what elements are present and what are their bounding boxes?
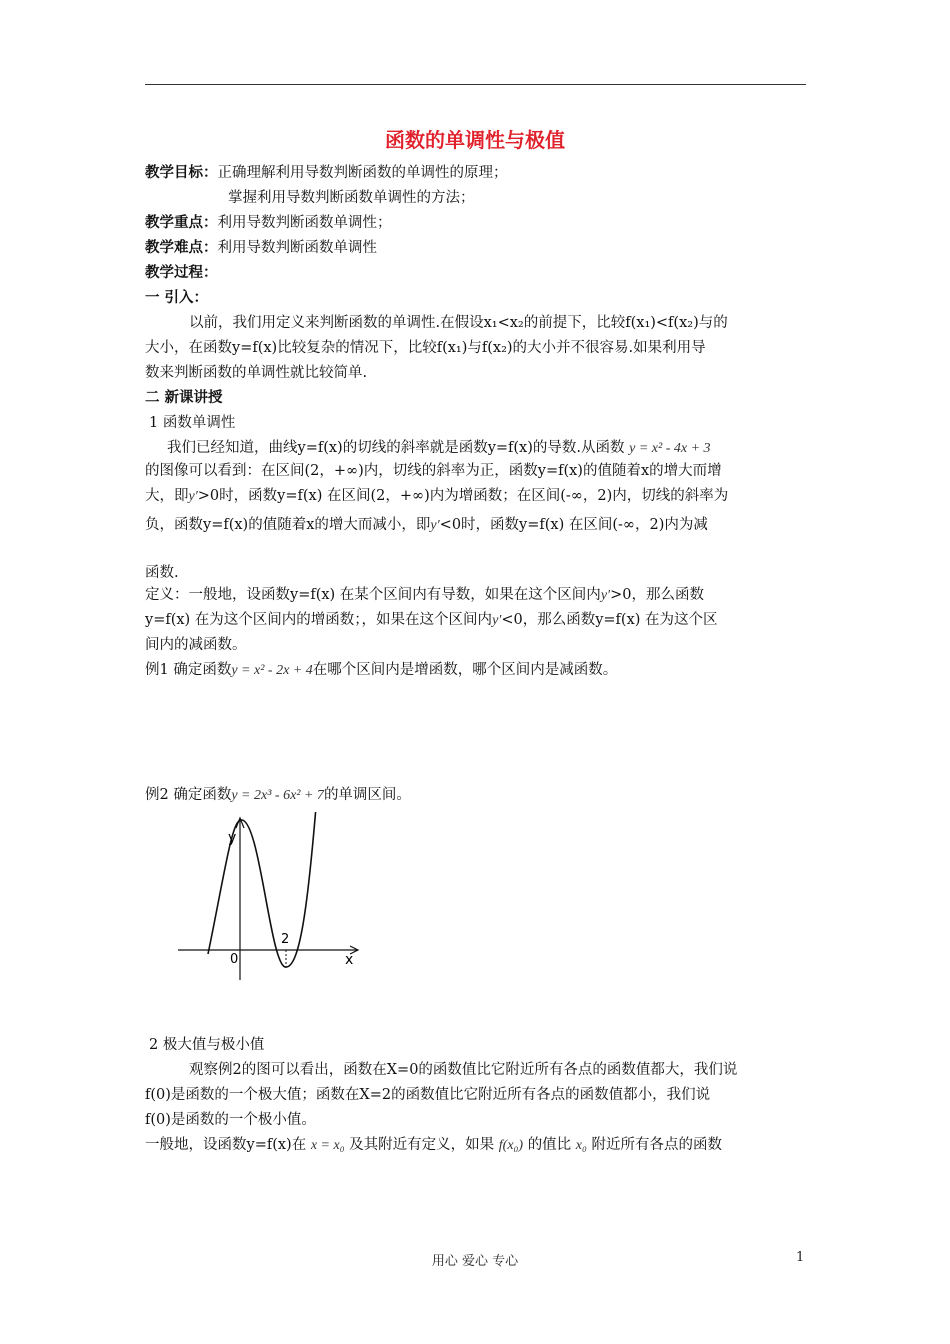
para1-line-1 <box>167 438 711 459</box>
y-prime-symbol: y′ <box>188 489 198 504</box>
para1-line-5: 函数. <box>145 565 179 581</box>
p3-b: 及其附近有定义，如果 <box>349 1137 495 1153</box>
x-axis-label: x <box>345 952 354 968</box>
def-l2-b: <0，那么函数y=f(x) 在为这个区 <box>501 612 718 628</box>
para1-line-3 <box>145 486 728 507</box>
p3-a: 一般地，设函数y=f(x)在 <box>145 1137 307 1153</box>
para1-l3-b: >0时，函数y=f(x) 在区间(2，+∞)内为增函数；在区间(-∞，2)内，切线的斜率为 <box>197 488 729 504</box>
def-l1-b: >0，那么函数 <box>610 587 704 603</box>
goal-2: 掌握利用导数判断函数单调性的方法； <box>228 190 475 206</box>
goal-1: 正确理解利用导数判断函数的单调性的原理； <box>217 165 508 181</box>
para1-l4-a: 负，函数y=f(x)的值随着x的增大而减小，即 <box>145 517 431 533</box>
key-label: 教学重点： <box>145 215 218 231</box>
intro-line-2: 大小，在函数y=f(x)比较复杂的情况下，比较f(x₁)与f(x₂)的大小并不很容易.如果利用导 <box>145 340 706 356</box>
hard-text: 利用导数判断函数单调性 <box>217 240 377 256</box>
example-1 <box>145 660 617 681</box>
process-label: 教学过程： <box>145 265 218 281</box>
subsection-2-heading: 2 极大值与极小值 <box>149 1037 265 1053</box>
page-number: 1 <box>796 1250 805 1265</box>
intro-line-3: 数来判断函数的单调性就比较简单. <box>145 365 368 381</box>
page-footer: 用心 爱心 专心 <box>431 1254 519 1269</box>
formula-ex1: y = x² - 2x + 4 <box>231 663 313 678</box>
para1-l3-a: 大，即 <box>145 488 189 504</box>
definition-line-1 <box>145 585 704 606</box>
p3-c: 的值比 <box>527 1137 572 1153</box>
math-x-eq-x0: x = x₀ <box>310 1138 345 1153</box>
formula-quadratic: y = x² - 4x + 3 <box>629 441 711 456</box>
para1-line-2: 的图像可以看到：在区间(2，+∞)内，切线的斜率为正，函数y=f(x)的值随着x的增大而增 <box>145 463 722 479</box>
para2-line-3: f(0)是函数的一个极小值。 <box>145 1112 316 1128</box>
definition-line-3: 间内的减函数。 <box>145 637 247 653</box>
p3-d: 附近所有各点的函数 <box>591 1137 722 1153</box>
section-1-heading: 一 引入： <box>145 290 209 306</box>
key-text: 利用导数判断函数单调性； <box>217 215 392 231</box>
math-f-x0: f(x₀) <box>498 1138 524 1153</box>
origin-label: 0 <box>230 952 239 967</box>
y-prime-symbol: y′ <box>600 588 611 603</box>
para3-line-1 <box>145 1135 722 1156</box>
cubic-curve <box>208 812 316 967</box>
ex1-label: 例1 确定函数 <box>145 662 232 678</box>
page-title: 函数的单调性与极值 <box>385 128 565 152</box>
para2-line-1: 观察例2的图可以看出，函数在X=0的函数值比它附近所有各点的函数值都大，我们说 <box>189 1062 738 1078</box>
def-l1-a: 定义：一般地，设函数y=f(x) 在某个区间内有导数，如果在这个区间内 <box>145 587 601 603</box>
para1-line-4 <box>145 515 708 536</box>
tick-label-2: 2 <box>281 932 290 947</box>
ex2-label: 例2 确定函数 <box>145 787 232 803</box>
ex2-text: 的单调区间。 <box>323 787 411 803</box>
subsection-1-heading: 1 函数单调性 <box>149 415 236 431</box>
function-graph <box>170 812 370 987</box>
math-x0: x₀ <box>575 1138 587 1153</box>
goals-label: 教学目标： <box>145 165 218 181</box>
y-prime-symbol: y′ <box>430 518 440 533</box>
section-2-heading: 二 新课讲授 <box>145 390 223 406</box>
example-2 <box>145 785 411 806</box>
def-l2-a: y=f(x) 在为这个区间内的增函数；，如果在这个区间内 <box>145 612 493 628</box>
difficulty <box>145 238 377 258</box>
ex1-text: 在哪个区间内是增函数，哪个区间内是减函数。 <box>312 662 618 678</box>
definition-line-2 <box>145 610 718 631</box>
para1-l4-b: <0时，函数y=f(x) 在区间(-∞，2)内为减 <box>439 517 708 533</box>
header-rule <box>145 84 806 85</box>
y-prime-symbol: y′ <box>492 613 502 628</box>
para2-line-2: f(0)是函数的一个极大值；函数在X=2的函数值比它附近所有各点的函数值都小，我们说 <box>145 1087 711 1103</box>
y-axis-label: y <box>228 830 237 846</box>
formula-ex2: y = 2x³ - 6x² + 7 <box>231 788 324 803</box>
para1-text: 我们已经知道，曲线y=f(x)的切线的斜率就是函数y=f(x)的导数.从函数 <box>167 440 625 456</box>
hard-label: 教学难点： <box>145 240 218 256</box>
goals-line-1 <box>145 163 508 183</box>
intro-line-1: 以前，我们用定义来判断函数的单调性.在假设x₁<x₂的前提下，比较f(x₁)<f(x₂)与的 <box>189 315 728 331</box>
key-point <box>145 213 392 233</box>
